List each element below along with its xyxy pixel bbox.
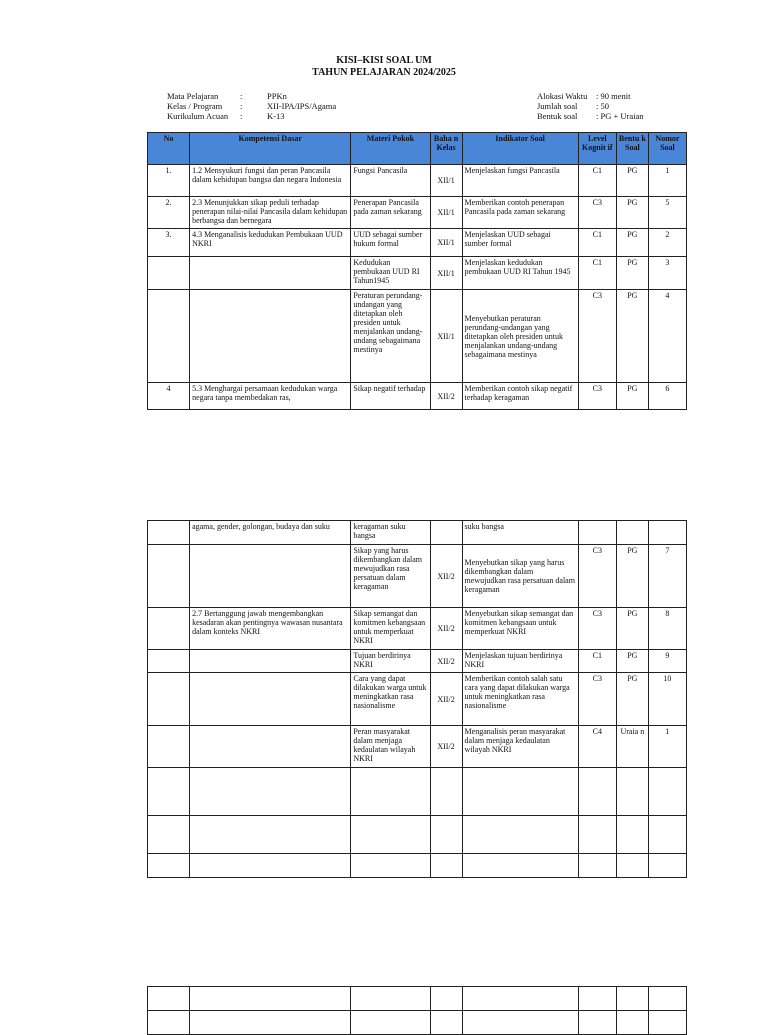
cell-nomor: 7 <box>648 545 686 608</box>
cell-bahan-kelas: XII/1 <box>430 290 462 383</box>
cell-kompetensi: 2.7 Bertanggung jawab mengembangkan kesadaran akan pentingnya wawasan nusantara dalam konteks NKRI <box>190 608 351 650</box>
cell-materi <box>351 1011 430 1035</box>
table-row <box>148 229 687 257</box>
cell-bahan-kelas <box>430 987 462 1011</box>
cell-bentuk: PG <box>616 608 648 650</box>
cell-kompetensi <box>190 545 351 608</box>
cell-bahan-kelas: XII/2 <box>430 673 462 726</box>
cell-materi <box>351 768 430 816</box>
cell-nomor <box>648 987 686 1011</box>
cell-no <box>148 673 190 726</box>
table-row <box>148 521 687 545</box>
cell-nomor: 5 <box>648 197 686 229</box>
cell-level <box>578 1011 616 1035</box>
table-row <box>148 768 687 816</box>
meta-value: XII-IPA/IPS/Agama <box>267 101 337 111</box>
cell-no <box>148 650 190 673</box>
cell-bahan-kelas: XII/2 <box>430 545 462 608</box>
cell-bentuk: PG <box>616 383 648 410</box>
cell-kompetensi <box>190 768 351 816</box>
cell-level: C3 <box>578 383 616 410</box>
cell-indikator: Memberikan contoh sikap negatif terhadap keragaman <box>462 383 578 410</box>
cell-indikator: Menyebutkan sikap yang harus dikembangkan dalam mewujudkan rasa persatuan dalam keragaman <box>462 545 578 608</box>
cell-no <box>148 521 190 545</box>
cell-bentuk <box>616 854 648 878</box>
cell-bahan-kelas <box>430 816 462 854</box>
cell-level <box>578 816 616 854</box>
cell-bentuk <box>616 521 648 545</box>
cell-nomor: 3 <box>648 257 686 290</box>
cell-materi: Peran masyarakat dalam menjaga kedaulatan wilayah NKRI <box>351 726 430 768</box>
cell-indikator: Menjelaskan tujuan berdirinya NKRI <box>462 650 578 673</box>
meta-sep: : <box>240 111 243 121</box>
table-row <box>148 383 687 410</box>
cell-no <box>148 726 190 768</box>
table-row <box>148 545 687 608</box>
cell-indikator <box>462 1011 578 1035</box>
cell-bentuk: PG <box>616 257 648 290</box>
cell-materi: keragaman suku bangsa <box>351 521 430 545</box>
cell-materi <box>351 816 430 854</box>
table-row <box>148 257 687 290</box>
cell-bentuk <box>616 816 648 854</box>
cell-bahan-kelas: XII/2 <box>430 726 462 768</box>
cell-bahan-kelas <box>430 521 462 545</box>
cell-level: C3 <box>578 197 616 229</box>
cell-bentuk: PG <box>616 545 648 608</box>
meta-value: : 90 menit <box>596 91 631 101</box>
cell-nomor: 1 <box>648 165 686 197</box>
cell-bentuk: PG <box>616 290 648 383</box>
cell-kompetensi <box>190 290 351 383</box>
cell-indikator: Menjelaskan kedudukan pembukaan UUD RI Tahun 1945 <box>462 257 578 290</box>
cell-no <box>148 987 190 1011</box>
column-header: No <box>148 133 190 165</box>
table-row <box>148 673 687 726</box>
meta-label: Kelas / Program <box>167 101 223 111</box>
cell-no <box>148 545 190 608</box>
cell-materi: Sikap negatif terhadap <box>351 383 430 410</box>
cell-bentuk: PG <box>616 229 648 257</box>
cell-bahan-kelas: XII/1 <box>430 197 462 229</box>
cell-kompetensi <box>190 257 351 290</box>
column-header: Level Kognit if <box>578 133 616 165</box>
cell-nomor: 6 <box>648 383 686 410</box>
cell-materi: Peraturan perundang-undangan yang ditetapkan oleh presiden untuk menjalankan undang-undang sebagaimana mestinya <box>351 290 430 383</box>
cell-nomor <box>648 1011 686 1035</box>
cell-indikator: Menyebutkan sikap semangat dan komitmen kebangsaan untuk memperkuat NKRI <box>462 608 578 650</box>
cell-no <box>148 257 190 290</box>
cell-indikator: Memberikan contoh penerapan Pancasila pada zaman sekarang <box>462 197 578 229</box>
table-row <box>148 608 687 650</box>
cell-level <box>578 768 616 816</box>
cell-level: C1 <box>578 650 616 673</box>
cell-indikator: Menyebutkan peraturan perundang-undangan yang ditetapkan oleh presiden untuk menjalankan undang-undang sebagaimana mestinya <box>462 290 578 383</box>
column-header: Nomor Soal <box>648 133 686 165</box>
cell-nomor: 8 <box>648 608 686 650</box>
cell-no <box>148 816 190 854</box>
meta-value: : 50 <box>596 101 609 111</box>
column-header: Kompetensi Dasar <box>190 133 351 165</box>
cell-indikator <box>462 854 578 878</box>
cell-no <box>148 768 190 816</box>
meta-label: Jumlah soal <box>537 101 578 111</box>
cell-bahan-kelas: XII/2 <box>430 650 462 673</box>
cell-materi: UUD sebagai sumber hukum formal <box>351 229 430 257</box>
cell-materi <box>351 987 430 1011</box>
cell-bentuk: PG <box>616 650 648 673</box>
column-header: Indikator Soal <box>462 133 578 165</box>
cell-bentuk: PG <box>616 165 648 197</box>
column-header: Bentu k Soal <box>616 133 648 165</box>
cell-no <box>148 854 190 878</box>
cell-indikator: Menjelaskan UUD sebagai sumber formal <box>462 229 578 257</box>
cell-materi: Sikap semangat dan komitmen kebangsaan untuk memperkuat NKRI <box>351 608 430 650</box>
cell-level <box>578 987 616 1011</box>
cell-indikator: Memberikan contoh salah satu cara yang dapat dilakukan warga untuk meningkatkan rasa nasionalisme <box>462 673 578 726</box>
cell-level: C1 <box>578 257 616 290</box>
cell-materi: Tujuan berdirinya NKRI <box>351 650 430 673</box>
cell-indikator <box>462 987 578 1011</box>
table-row <box>148 165 687 197</box>
cell-nomor: 2 <box>648 229 686 257</box>
meta-sep: : <box>240 101 243 111</box>
cell-bentuk: Uraia n <box>616 726 648 768</box>
column-header: Materi Pokok <box>351 133 430 165</box>
cell-nomor: 1 <box>648 726 686 768</box>
cell-kompetensi <box>190 650 351 673</box>
cell-no <box>148 290 190 383</box>
cell-indikator: suku bangsa <box>462 521 578 545</box>
cell-kompetensi <box>190 816 351 854</box>
table-row <box>148 290 687 383</box>
cell-no: 4 <box>148 383 190 410</box>
cell-nomor <box>648 768 686 816</box>
cell-bahan-kelas <box>430 768 462 816</box>
cell-no <box>148 608 190 650</box>
cell-bentuk <box>616 768 648 816</box>
cell-bahan-kelas: XII/1 <box>430 229 462 257</box>
cell-kompetensi <box>190 726 351 768</box>
cell-bahan-kelas <box>430 1011 462 1035</box>
cell-nomor: 10 <box>648 673 686 726</box>
table-row <box>148 816 687 854</box>
cell-no: 2. <box>148 197 190 229</box>
table-row <box>148 987 687 1011</box>
cell-bahan-kelas: XII/2 <box>430 608 462 650</box>
cell-level: C3 <box>578 290 616 383</box>
cell-indikator: Menganalisis peran masyarakat dalam menjaga kedaulatan wilayah NKRI <box>462 726 578 768</box>
cell-level: C1 <box>578 229 616 257</box>
meta-left <box>167 91 336 121</box>
cell-kompetensi: 5.3 Menghargai persamaan kedudukan warga negara tanpa membedakan ras, <box>190 383 351 410</box>
cell-kompetensi: agama, gender, golongan, budaya dan suku <box>190 521 351 545</box>
meta-label: Alokasi Waktu <box>537 91 588 101</box>
cell-kompetensi <box>190 673 351 726</box>
cell-indikator: Menjelaskan fungsi Pancasila <box>462 165 578 197</box>
cell-materi: Penerapan Pancasila pada zaman sekarang <box>351 197 430 229</box>
cell-indikator <box>462 816 578 854</box>
cell-level: C4 <box>578 726 616 768</box>
document-title: KISI–KISI SOAL UM <box>336 55 432 66</box>
table-row <box>148 854 687 878</box>
table-row <box>148 650 687 673</box>
cell-no <box>148 1011 190 1035</box>
meta-sep: : <box>240 91 243 101</box>
grid-table-page1 <box>147 132 687 410</box>
cell-materi: Fungsi Pancasila <box>351 165 430 197</box>
cell-bentuk: PG <box>616 673 648 726</box>
cell-kompetensi <box>190 1011 351 1035</box>
cell-kompetensi <box>190 854 351 878</box>
cell-bahan-kelas <box>430 854 462 878</box>
meta-right <box>537 91 644 121</box>
document-subtitle: TAHUN PELAJARAN 2024/2025 <box>312 67 456 78</box>
meta-label: Kurikulum Acuan <box>167 111 229 121</box>
cell-bentuk <box>616 1011 648 1035</box>
table-row <box>148 1011 687 1035</box>
cell-level: C1 <box>578 165 616 197</box>
cell-level: C3 <box>578 673 616 726</box>
cell-kompetensi: 1.2 Mensyukuri fungsi dan peran Pancasila dalam kehidupan bangsa dan negara Indonesia <box>190 165 351 197</box>
cell-materi <box>351 854 430 878</box>
grid-table-page3 <box>147 986 687 1035</box>
cell-level: C3 <box>578 608 616 650</box>
cell-level <box>578 521 616 545</box>
meta-value: : PG + Uraian <box>596 111 644 121</box>
cell-kompetensi <box>190 987 351 1011</box>
column-header: Baha n Kelas <box>430 133 462 165</box>
cell-nomor: 9 <box>648 650 686 673</box>
cell-nomor <box>648 816 686 854</box>
cell-indikator <box>462 768 578 816</box>
cell-kompetensi: 4.3 Menganalisis kedudukan Pembukaan UUD NKRI <box>190 229 351 257</box>
table-row <box>148 726 687 768</box>
cell-bahan-kelas: XII/2 <box>430 383 462 410</box>
cell-level <box>578 854 616 878</box>
cell-materi: Kedudukan pembukaan UUD RI Tahun1945 <box>351 257 430 290</box>
cell-level: C3 <box>578 545 616 608</box>
cell-nomor <box>648 521 686 545</box>
table-header-row <box>148 133 687 165</box>
table-row <box>148 197 687 229</box>
cell-no: 3. <box>148 229 190 257</box>
cell-kompetensi: 2.3 Menunjukkan sikap peduli terhadap penerapan nilai-nilai Pancasila dalam kehidupan berbangsa dan bernegara <box>190 197 351 229</box>
meta-label: Mata Pelajaran <box>167 91 219 101</box>
cell-nomor <box>648 854 686 878</box>
cell-bentuk: PG <box>616 197 648 229</box>
cell-bentuk <box>616 987 648 1011</box>
cell-bahan-kelas: XII/1 <box>430 165 462 197</box>
cell-nomor: 4 <box>648 290 686 383</box>
grid-table-page2 <box>147 520 687 878</box>
meta-value: K-13 <box>267 111 285 121</box>
meta-label: Bentuk soal <box>537 111 578 121</box>
meta-value: PPKn <box>267 91 287 101</box>
cell-no: 1. <box>148 165 190 197</box>
cell-materi: Cara yang dapat dilakukan warga untuk meningkatkan rasa nasionalisme <box>351 673 430 726</box>
cell-materi: Sikap yang harus dikembangkan dalam mewujudkan rasa persatuan dalam keragaman <box>351 545 430 608</box>
cell-bahan-kelas: XII/1 <box>430 257 462 290</box>
